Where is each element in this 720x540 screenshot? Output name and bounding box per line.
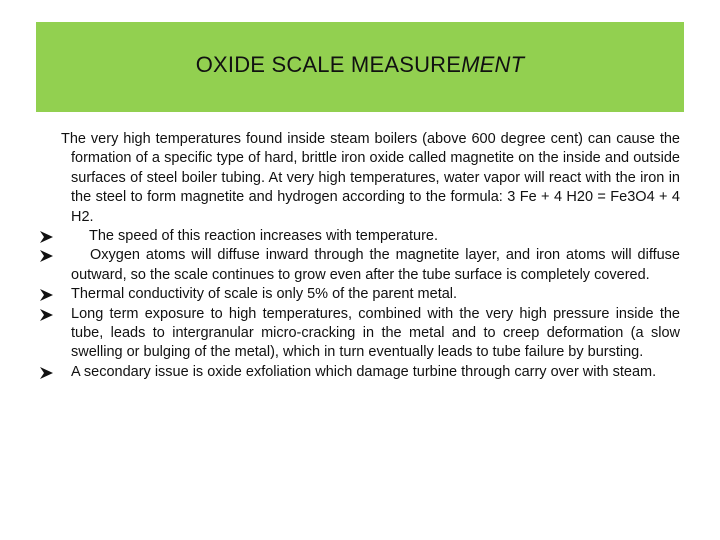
intro-paragraph: The very high temperatures found inside steam boilers (above 600 degree cent) can cause the formation of a specific type of hard, brittle iron oxide called magnetite on the inside and outside surfaces of steel boiler tubing. At very high temperatures, water vapor will react with the iron in the steel to form magnetite and hydrogen according to the formula: 3 Fe + 4 H20 = Fe3O4 + 4 H2. bbox=[61, 131, 680, 225]
arrowhead-bullet-icon bbox=[40, 246, 54, 265]
slide-title bbox=[196, 52, 525, 78]
bullet-text: Long term exposure to high temperatures, combined with the very high pressure inside the tube, leads to intergranular micro-cracking in the metal and to creep deformation (a slow swelling or bulging of the metal), which in turn eventually leads to tube failure by bursting. bbox=[71, 305, 680, 361]
arrowhead-bullet-icon bbox=[40, 285, 54, 304]
bullet-text: A secondary issue is oxide exfoliation which damage turbine through carry over with steam. bbox=[71, 363, 657, 380]
bullet-item bbox=[40, 285, 680, 304]
title-text: OXIDE SCALE MEASURE bbox=[195, 52, 462, 77]
bullet-text: Oxygen atoms will diffuse inward through the magnetite layer, and iron atoms will diffuse outward, so the scale continues to grow even after the tube surface is completely covered. bbox=[71, 247, 680, 283]
title-banner bbox=[36, 22, 684, 112]
arrowhead-bullet-icon bbox=[40, 363, 54, 382]
bullet-item bbox=[40, 305, 680, 363]
arrowhead-bullet-icon bbox=[40, 305, 54, 324]
bullet-item bbox=[40, 246, 680, 285]
title-text-italic: MENT bbox=[461, 52, 525, 77]
slide-body bbox=[40, 130, 680, 382]
bullet-list bbox=[40, 227, 680, 382]
bullet-item bbox=[40, 227, 680, 246]
bullet-item bbox=[40, 363, 680, 382]
bullet-text: Thermal conductivity of scale is only 5% of the parent metal. bbox=[71, 286, 458, 303]
bullet-text: The speed of this reaction increases with temperature. bbox=[89, 228, 438, 245]
arrowhead-bullet-icon bbox=[40, 227, 54, 246]
